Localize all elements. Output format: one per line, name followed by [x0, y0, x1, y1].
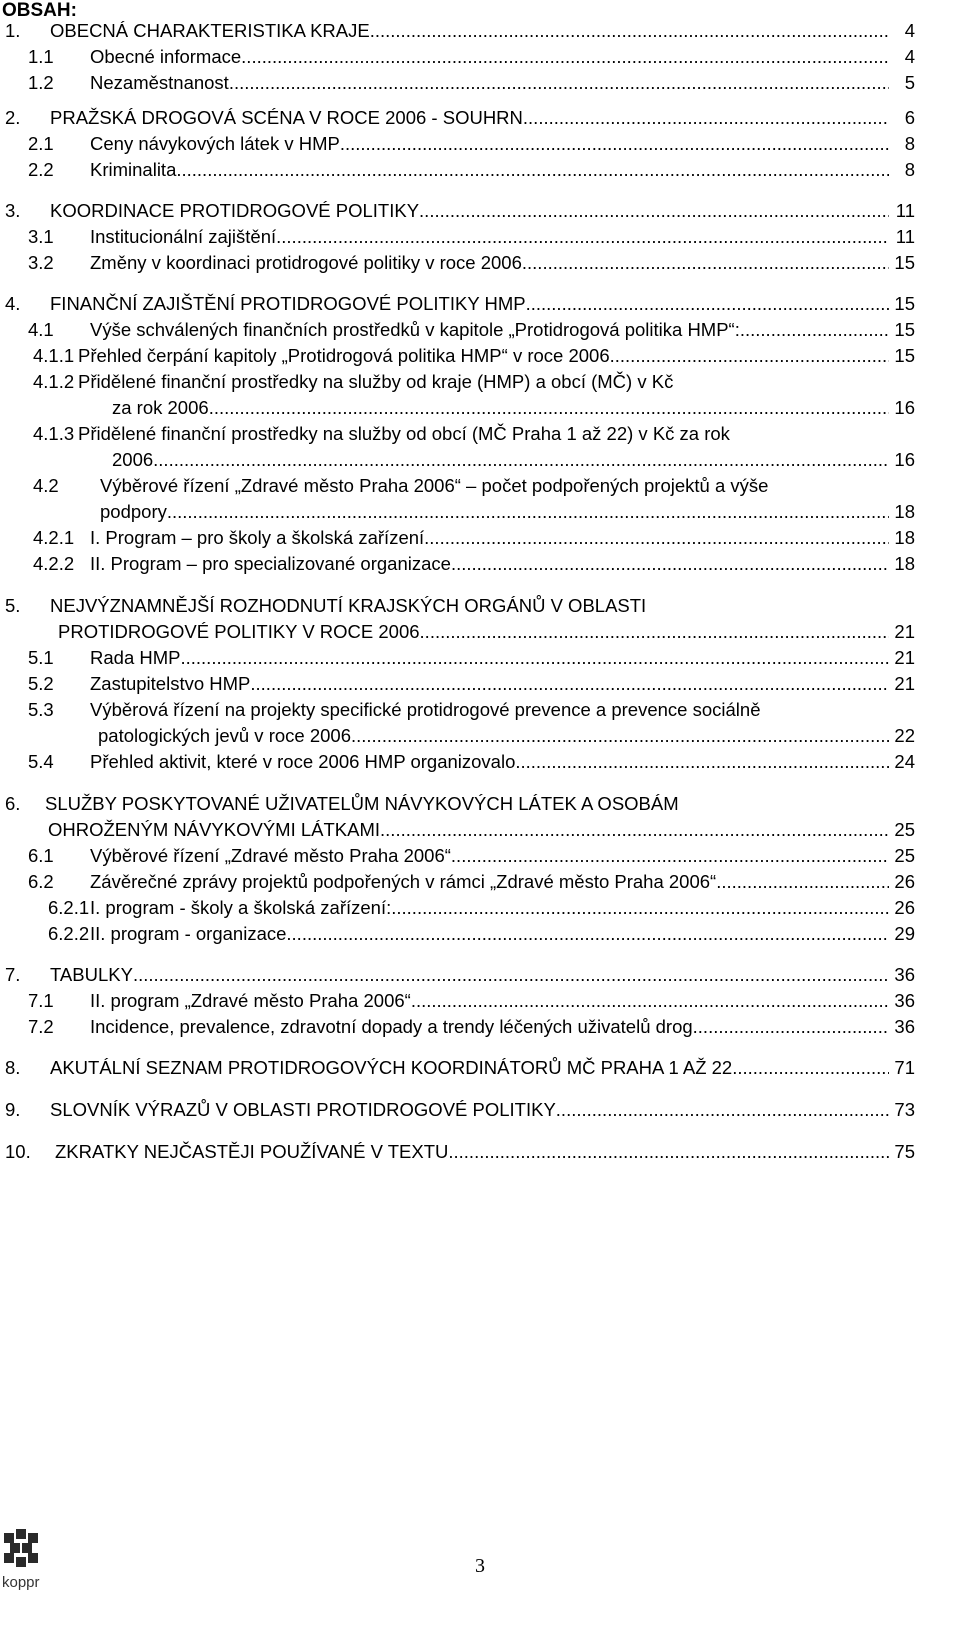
toc-entry-number: 4.2.2	[33, 553, 75, 574]
toc-entry	[0, 131, 960, 157]
toc-entry-title	[50, 105, 889, 131]
toc-entry-page: 18	[894, 553, 915, 574]
toc-entry-title	[90, 988, 889, 1014]
toc-entry	[0, 291, 960, 317]
toc-entry-title	[90, 921, 889, 947]
toc-entry-label: SLOVNÍK VÝRAZŮ V OBLASTI PROTIDROGOVÉ POLITIKY	[50, 1099, 556, 1120]
toc-entry-label: Obecné informace	[90, 46, 242, 67]
toc-entry-number: 6.	[5, 793, 21, 814]
toc-entry-label: OHROŽENÝM NÁVYKOVÝMI LÁTKAMI	[48, 819, 381, 840]
toc-entry-label: Výše schválených finančních prostředků v kapitole „Protidrogová politika HMP“:	[90, 319, 740, 340]
toc-dot-leader	[153, 447, 889, 473]
toc-dot-leader	[556, 1097, 889, 1123]
toc-entry-number: 4.2.1	[33, 527, 75, 548]
koppr-logo	[0, 1525, 62, 1642]
toc-entry-page: 21	[894, 621, 915, 642]
toc-dot-leader	[250, 671, 889, 697]
toc-entry-label: za rok 2006	[112, 397, 209, 418]
toc-entry-label: KOORDINACE PROTIDROGOVÉ POLITIKY	[50, 200, 420, 221]
toc-dot-leader	[391, 895, 889, 921]
toc-entry-label: NEJVÝZNAMNĚJŠÍ ROZHODNUTÍ KRAJSKÝCH ORGÁNŮ V OBLASTI	[50, 595, 647, 616]
toc-entry	[0, 921, 960, 947]
toc-entry-page: 16	[894, 397, 915, 418]
toc-entry	[0, 1139, 960, 1165]
toc-entry-number: 7.2	[28, 1016, 54, 1037]
toc-entry	[0, 343, 960, 369]
toc-entry	[0, 525, 960, 551]
toc-entry-title	[90, 645, 889, 671]
toc-entry-number: 1.2	[28, 72, 54, 93]
toc-heading: OBSAH:	[2, 0, 77, 21]
toc-dot-leader	[229, 70, 889, 96]
toc-entry-label: Kriminalita	[90, 159, 177, 180]
toc-entry-page: 15	[894, 293, 915, 314]
toc-entry-title	[100, 499, 889, 525]
toc-entry-title	[90, 131, 889, 157]
toc-entry-title	[48, 817, 889, 843]
toc-entry-label: Rada HMP	[90, 647, 181, 668]
toc-entry-number: 1.	[5, 20, 21, 41]
toc-entry	[0, 18, 960, 44]
toc-entry-title	[50, 1097, 889, 1123]
toc-entry-page: 73	[894, 1099, 915, 1120]
toc-dot-leader	[693, 1014, 889, 1040]
toc-entry	[0, 817, 960, 843]
toc-entry	[0, 317, 960, 343]
toc-entry-page: 21	[894, 647, 915, 668]
toc-entry-page: 36	[894, 990, 915, 1011]
toc-entry-title	[90, 869, 889, 895]
toc-entry	[0, 421, 960, 447]
toc-entry-title	[50, 593, 915, 619]
toc-entry-label: Výběrové řízení „Zdravé město Praha 2006“	[90, 845, 451, 866]
toc-entry-title	[50, 18, 889, 44]
toc-dot-leader	[351, 723, 889, 749]
toc-dot-leader	[419, 198, 889, 224]
toc-entry-page: 21	[894, 673, 915, 694]
toc-entry-label: Zastupitelstvo HMP	[90, 673, 251, 694]
toc-dot-leader	[411, 988, 889, 1014]
toc-entry-title	[112, 395, 889, 421]
toc-entry-page: 75	[894, 1141, 915, 1162]
toc-entry-title	[90, 44, 889, 70]
toc-entry-number: 4.1.2	[33, 371, 75, 392]
toc-entry	[0, 1055, 960, 1081]
toc-entry-label: podpory	[100, 501, 167, 522]
toc-entry-title	[58, 619, 889, 645]
toc-entry	[0, 198, 960, 224]
toc-dot-leader	[526, 291, 889, 317]
toc-entry-number: 3.2	[28, 252, 54, 273]
toc-entry-number: 4.1.3	[33, 423, 75, 444]
toc-entry-title	[90, 551, 889, 577]
toc-entry-number: 6.2.1	[48, 897, 90, 918]
toc-entry-number: 7.1	[28, 990, 54, 1011]
toc-entry-page: 4	[904, 20, 915, 41]
toc-entry-label: Přehled aktivit, které v roce 2006 HMP organizovalo	[90, 751, 516, 772]
toc-entry-label: ZKRATKY NEJČASTĚJI POUŽÍVANÉ V TEXTU	[55, 1141, 449, 1162]
toc-entry-number: 6.2.2	[48, 923, 90, 944]
toc-entry-title	[78, 369, 915, 395]
toc-entry-label: SLUŽBY POSKYTOVANÉ UŽIVATELŮM NÁVYKOVÝCH LÁTEK A OSOBÁM	[45, 793, 679, 814]
toc-entry-page: 4	[904, 46, 915, 67]
toc-entry	[0, 499, 960, 525]
toc-entry-page: 8	[904, 133, 915, 154]
toc-entry-page: 36	[894, 1016, 915, 1037]
toc-entry-number: 5.	[5, 595, 21, 616]
toc-dot-leader	[180, 645, 889, 671]
toc-entry	[0, 70, 960, 96]
toc-entry	[0, 44, 960, 70]
toc-entry-title	[98, 723, 889, 749]
toc-entry-title	[90, 843, 889, 869]
toc-entry-page: 15	[894, 319, 915, 340]
toc-entry-page: 15	[894, 252, 915, 273]
toc-entry-title	[100, 473, 915, 499]
toc-entry-label: PRAŽSKÁ DROGOVÁ SCÉNA V ROCE 2006 - SOUHRN	[50, 107, 523, 128]
toc-entry-label: Přidělené finanční prostředky na služby od kraje (HMP) a obcí (MČ) v Kč	[78, 371, 674, 392]
toc-entry-label: Institucionální zajištění	[90, 226, 277, 247]
toc-dot-leader	[209, 395, 889, 421]
toc-dot-leader	[380, 817, 889, 843]
toc-dot-leader	[340, 131, 889, 157]
toc-dot-leader	[286, 921, 889, 947]
toc-entry	[0, 619, 960, 645]
toc-entry-title	[55, 1139, 889, 1165]
logo-graphic	[0, 1525, 62, 1642]
toc-entry-title	[90, 250, 889, 276]
toc-entry-page: 24	[894, 751, 915, 772]
toc-dot-leader	[176, 157, 889, 183]
toc-entry	[0, 447, 960, 473]
toc-dot-leader	[167, 499, 889, 525]
toc-entry	[0, 869, 960, 895]
toc-entry-number: 2.	[5, 107, 21, 128]
toc-entry-label: Výběrové řízení „Zdravé město Praha 2006“ – počet podpořených projektů a výše	[100, 475, 769, 496]
toc-entry-page: 25	[894, 819, 915, 840]
toc-dot-leader	[740, 317, 889, 343]
toc-entry-page: 26	[894, 897, 915, 918]
toc-entry-label: patologických jevů v roce 2006	[98, 725, 351, 746]
toc-dot-leader	[716, 869, 889, 895]
toc-entry-label: Přidělené finanční prostředky na služby od obcí (MČ Praha 1 až 22) v Kč za rok	[78, 423, 730, 444]
toc-entry-page: 29	[894, 923, 915, 944]
toc-entry	[0, 1097, 960, 1123]
toc-entry-label: I. program - školy a školská zařízení:	[90, 897, 392, 918]
toc-dot-leader	[523, 105, 889, 131]
toc-entry-label: Závěrečné zprávy projektů podpořených v rámci „Zdravé město Praha 2006“	[90, 871, 717, 892]
logo-text: koppr	[2, 1574, 40, 1591]
toc-entry	[0, 645, 960, 671]
toc-dot-leader	[424, 525, 889, 551]
toc-entry-title	[50, 962, 889, 988]
toc-entry-label: II. Program – pro specializované organizace	[90, 553, 451, 574]
toc-entry-label: PROTIDROGOVÉ POLITIKY V ROCE 2006	[58, 621, 420, 642]
toc-dot-leader	[515, 749, 889, 775]
toc-dot-leader	[370, 18, 889, 44]
toc-dot-leader	[610, 343, 889, 369]
toc-entry-page: 5	[904, 72, 915, 93]
toc-entry-label: Nezaměstnanost	[90, 72, 229, 93]
toc-entry	[0, 473, 960, 499]
toc-entry-label: FINANČNÍ ZAJIŠTĚNÍ PROTIDROGOVÉ POLITIKY HMP	[50, 293, 526, 314]
toc-entry-title	[45, 791, 915, 817]
toc-entry-number: 2.1	[28, 133, 54, 154]
toc-entry-title	[112, 447, 889, 473]
toc-entry-number: 2.2	[28, 159, 54, 180]
toc-entry-label: II. program - organizace	[90, 923, 287, 944]
toc-entry-title	[90, 697, 915, 723]
toc-entry	[0, 988, 960, 1014]
toc-entry-number: 5.2	[28, 673, 54, 694]
toc-entry-label: TABULKY	[50, 964, 133, 985]
toc-dot-leader	[451, 551, 889, 577]
toc-entry-title	[50, 198, 889, 224]
toc-entry-page: 15	[894, 345, 915, 366]
toc-entry-number: 5.4	[28, 751, 54, 772]
toc-entry-number: 3.1	[28, 226, 54, 247]
toc-entry-label: AKUTÁLNÍ SEZNAM PROTIDROGOVÝCH KOORDINÁTORŮ MČ PRAHA 1 AŽ 22	[50, 1057, 733, 1078]
toc-entry-label: Incidence, prevalence, zdravotní dopady a trendy léčených uživatelů drog	[90, 1016, 693, 1037]
toc-entry-number: 6.1	[28, 845, 54, 866]
toc-entry-number: 10.	[5, 1141, 31, 1162]
toc-entry-number: 4.1	[28, 319, 54, 340]
toc-entry-label: OBECNÁ CHARAKTERISTIKA KRAJE	[50, 20, 370, 41]
toc-entry-title	[90, 1014, 889, 1040]
toc-entry-page: 11	[895, 200, 915, 221]
toc-entry-label: Výběrová řízení na projekty specifické protidrogové prevence a prevence sociálně	[90, 699, 761, 720]
toc-entry-number: 4.1.1	[33, 345, 75, 366]
toc-entry	[0, 224, 960, 250]
toc-entry-title	[90, 749, 889, 775]
toc-dot-leader	[522, 250, 889, 276]
toc-entry	[0, 791, 960, 817]
toc-entry	[0, 843, 960, 869]
toc-entry-number: 9.	[5, 1099, 21, 1120]
toc-entry-title	[90, 317, 889, 343]
toc-entry-title	[90, 895, 889, 921]
toc-entry-page: 18	[894, 501, 915, 522]
toc-entry-title	[50, 1055, 889, 1081]
toc-dot-leader	[448, 1139, 889, 1165]
toc-entry	[0, 723, 960, 749]
toc-entry-page: 18	[894, 527, 915, 548]
toc-entry-number: 3.	[5, 200, 21, 221]
toc-entry	[0, 962, 960, 988]
toc-entry-page: 22	[894, 725, 915, 746]
toc-entry-number: 4.	[5, 293, 21, 314]
toc-entry-number: 6.2	[28, 871, 54, 892]
toc-entry-page: 8	[904, 159, 915, 180]
toc-entry-label: Ceny návykových látek v HMP	[90, 133, 340, 154]
toc-entry-page: 25	[894, 845, 915, 866]
toc-entry-label: 2006	[112, 449, 154, 470]
toc-entry	[0, 105, 960, 131]
toc-entry-title	[90, 70, 889, 96]
toc-entry-title	[50, 291, 889, 317]
toc-entry-title	[90, 157, 889, 183]
toc-entry-label: Změny v koordinaci protidrogové politiky v roce 2006	[90, 252, 522, 273]
toc-entry-title	[90, 224, 889, 250]
toc-entry-number: 5.3	[28, 699, 54, 720]
toc-dot-leader	[276, 224, 889, 250]
toc-entry	[0, 671, 960, 697]
page-number: 3	[475, 1555, 485, 1577]
toc-entry	[0, 551, 960, 577]
toc-dot-leader	[133, 962, 889, 988]
toc-entry-title	[90, 671, 889, 697]
toc-entry-label: I. Program – pro školy a školská zařízení	[90, 527, 425, 548]
toc-dot-leader	[451, 843, 889, 869]
toc-entry-title	[90, 525, 889, 551]
toc-dot-leader	[732, 1055, 889, 1081]
toc-entry-label: II. program „Zdravé město Praha 2006“	[90, 990, 411, 1011]
toc-entry	[0, 895, 960, 921]
toc-dot-leader	[241, 44, 889, 70]
toc-entry-title	[78, 343, 889, 369]
toc-entry-page: 16	[894, 449, 915, 470]
toc-entry-number: 1.1	[28, 46, 54, 67]
toc-entry-page: 36	[894, 964, 915, 985]
toc-entry-number: 4.2	[33, 475, 59, 496]
toc-entry	[0, 1014, 960, 1040]
toc-entry-page: 6	[904, 107, 915, 128]
toc-entry-title	[78, 421, 915, 447]
toc-entry-label: Přehled čerpání kapitoly „Protidrogová politika HMP“ v roce 2006	[78, 345, 610, 366]
toc-entry	[0, 157, 960, 183]
toc-entry	[0, 593, 960, 619]
toc-entry-number: 7.	[5, 964, 21, 985]
toc-entry	[0, 395, 960, 421]
toc-entry-number: 5.1	[28, 647, 54, 668]
toc-entry-page: 71	[894, 1057, 915, 1078]
toc-entry	[0, 369, 960, 395]
toc-entry-page: 11	[895, 226, 915, 247]
toc-dot-leader	[420, 619, 889, 645]
toc-entry	[0, 250, 960, 276]
toc-entry-number: 8.	[5, 1057, 21, 1078]
toc-entry-page: 26	[894, 871, 915, 892]
toc-entry	[0, 697, 960, 723]
toc-entry	[0, 749, 960, 775]
